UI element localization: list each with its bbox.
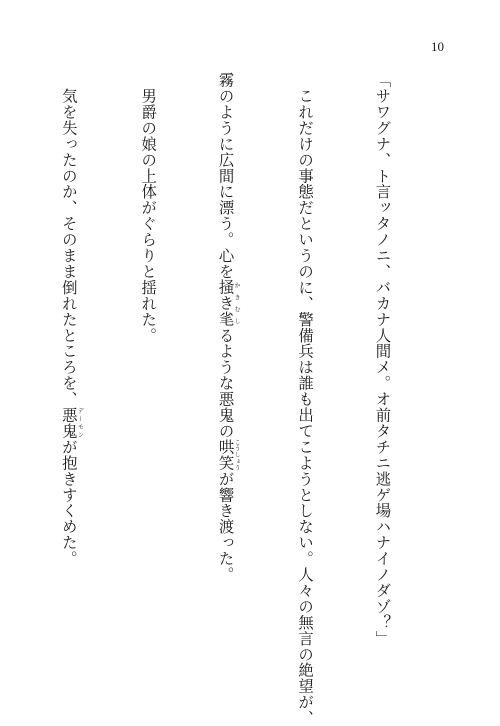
novel-text-body xyxy=(46,72,446,726)
text-line: 気を失ったのか、そのまま倒れたところを、悪鬼デーモンが抱きすくめた。 xyxy=(59,72,84,567)
text-line: 男爵の娘の上体がぐらりと揺れた。 xyxy=(139,72,158,344)
text-line: これだけの事態だというのに、警備兵は誰も出てこようとしない。人々の無言の絶望が、 xyxy=(296,72,315,726)
text-line: 「サワグナ、ト言ッタノニ、バカナ人間メ。オ前タチニ逃ゲ場ハナイノダゾ？」 xyxy=(373,72,392,647)
page-number: 10 xyxy=(431,39,444,54)
text-line xyxy=(0,72,3,672)
text-line: 霧のように広間に漂う。心を掻き毟かきむしるような悪鬼の哄笑こうしょうが響き渡った。 xyxy=(216,72,241,583)
